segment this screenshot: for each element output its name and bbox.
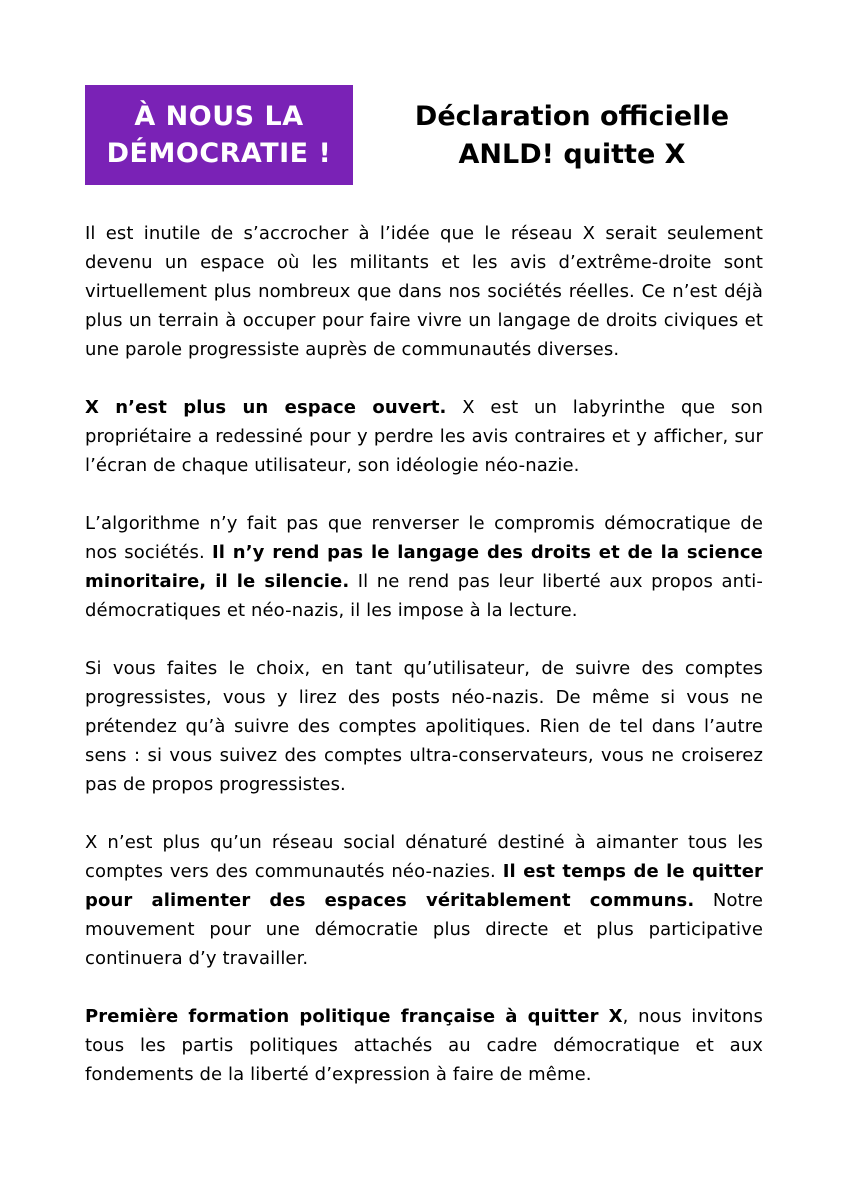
title-line-2: ANLD! quitte X bbox=[458, 139, 686, 170]
paragraph-3-after: Il ne rend pas leur liberté aux propos anti-démocratiques et néo-nazis, il les impose à la lecture. bbox=[85, 571, 764, 621]
paragraph-1-text: Il est inutile de s’accrocher à l’idée que le réseau X serait seulement devenu un espace où les militants et les avis d’extrême-droite sont virtuellement plus nombreux que dans nos sociétés réelles. Ce n’est déjà plus un terrain à occuper pour faire vivre un langage de droits civiques et une parole progressiste auprès de communautés diverses. bbox=[85, 223, 763, 360]
paragraph-1 bbox=[85, 219, 763, 364]
paragraph-5-before: X n’est plus qu’un réseau social dénaturé destiné à aimanter tous les comptes vers des communautés néo-nazies. bbox=[85, 832, 763, 882]
paragraph-3-before: L’algorithme n’y fait pas que renverser le compromis démocratique de nos sociétés. bbox=[85, 513, 763, 563]
paragraph-4-text: Si vous faites le choix, en tant qu’utilisateur, de suivre des comptes progressistes, vous y lirez des posts néo-nazis. De même si vous ne prétendez qu’à suivre des comptes apolitiques. Rien de tel dans l’autre sens : si vous suivez des comptes ultra-conservateurs, vous ne croiserez pas de propos progressistes. bbox=[85, 658, 763, 795]
document-title bbox=[372, 98, 772, 174]
paragraph-2 bbox=[85, 393, 763, 480]
paragraph-2-rest: X est un labyrinthe que son propriétaire a redessiné pour y perdre les avis contraires et y afficher, sur l’écran de chaque utilisateur, son idéologie néo-nazie. bbox=[85, 397, 764, 476]
logo-line-2: DÉMOCRATIE ! bbox=[106, 138, 332, 169]
paragraph-5-bold: Il est temps de le quitter pour alimenter des espaces véritablement communs. bbox=[85, 861, 763, 911]
paragraph-5 bbox=[85, 828, 763, 973]
paragraph-5-after: Notre mouvement pour une démocratie plus directe et plus participative continuera d’y travailler. bbox=[85, 890, 763, 969]
document-body bbox=[85, 219, 763, 1118]
paragraph-3-bold: Il n’y rend pas le langage des droits et de la science minoritaire, il le silencie. bbox=[85, 542, 763, 592]
title-line-1: Déclaration officielle bbox=[414, 101, 730, 132]
paragraph-6-rest: , nous invitons tous les partis politiques attachés au cadre démocratique et aux fondements de la liberté d’expression à faire de même. bbox=[85, 1006, 763, 1085]
paragraph-6 bbox=[85, 1002, 763, 1089]
paragraph-6-bold: Première formation politique française à quitter X bbox=[85, 1006, 623, 1027]
paragraph-2-bold: X n’est plus un espace ouvert. bbox=[85, 397, 447, 418]
paragraph-4 bbox=[85, 654, 763, 799]
logo-line-1: À NOUS LA bbox=[134, 101, 304, 132]
party-logo bbox=[85, 85, 353, 185]
paragraph-3 bbox=[85, 509, 763, 625]
